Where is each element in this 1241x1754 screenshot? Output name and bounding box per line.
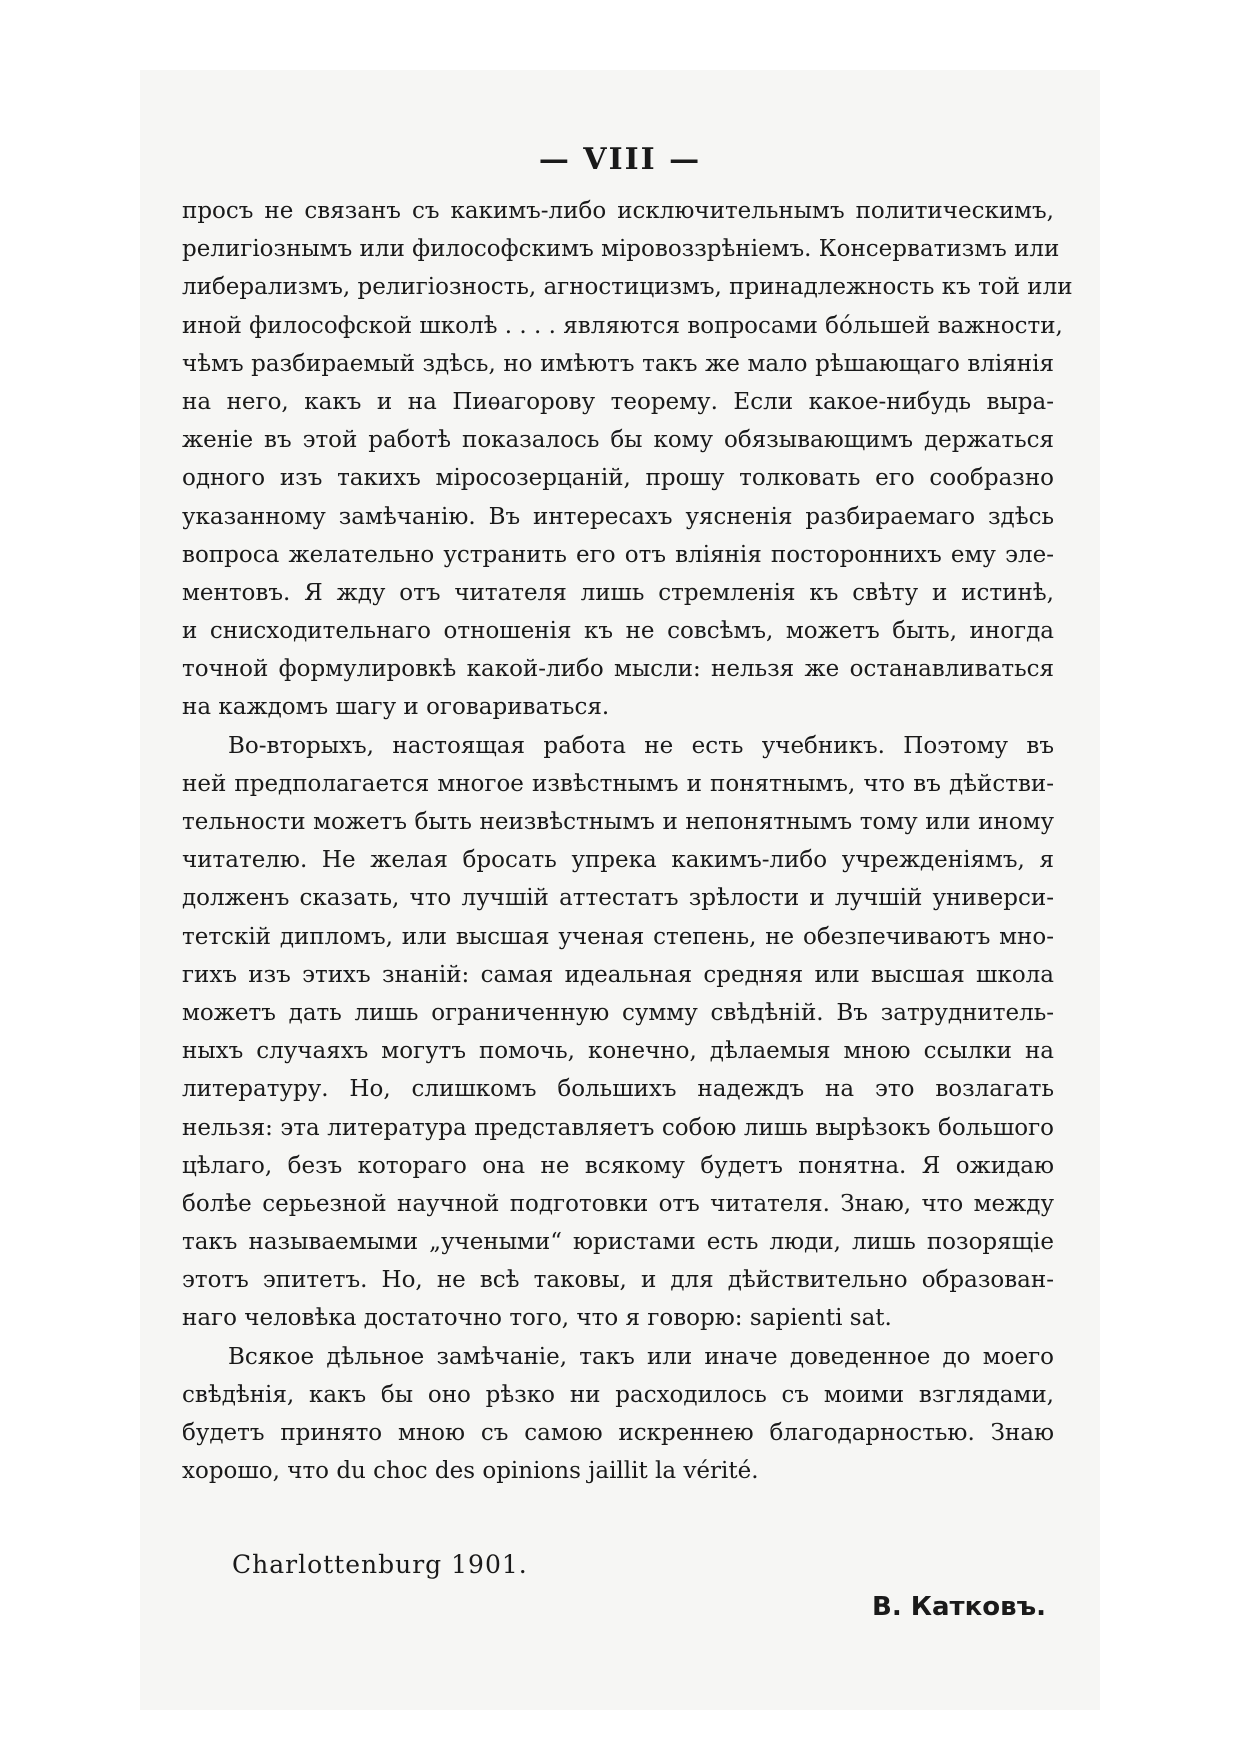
text-line: читателю. Не желая бросать упрека какимъ-либо учрежденіямъ, я (182, 847, 1054, 874)
text-line: этотъ эпитетъ. Но, не всѣ таковы, и для дѣйствительно образован- (182, 1267, 1054, 1294)
text-line: тетскій дипломъ, или высшая ученая степень, не обезпечиваютъ мно- (182, 923, 1054, 950)
text-line: нельзя: эта литература представляетъ собою лишь вырѣзокъ большого (182, 1114, 1054, 1141)
text-line: хорошо, что du choc des opinions jaillit la vérité. (182, 1458, 759, 1485)
text-line: цѣлаго, безъ котораго она не всякому будетъ понятна. Я ожидаю (182, 1152, 1054, 1179)
text-line: ныхъ случаяхъ могутъ помочь, конечно, дѣлаемыя мною ссылки на (182, 1038, 1054, 1065)
text-line: на него, какъ и на Пиѳагорову теорему. Если какое-нибудь выра- (182, 388, 1054, 415)
text-line: Всякое дѣльное замѣчаніе, такъ или иначе доведенное до моего (228, 1343, 1054, 1370)
text-line: будетъ принято мною съ самою искреннею благодарностью. Знаю (182, 1420, 1054, 1446)
text-line: наго человѣка достаточно того, что я говорю: sapienti sat. (182, 1305, 892, 1332)
text-line: вопроса желательно устранить его отъ вліянія постороннихъ ему эле- (182, 541, 1054, 568)
text-line: такъ называемыми „учеными“ юристами есть люди, лишь позорящіе (182, 1229, 1054, 1256)
text-line: тельности можетъ быть неизвѣстнымъ и непонятнымъ тому или иному (182, 809, 1054, 835)
text-line: точной формулировкѣ какой-либо мысли: нельзя же останавливаться (182, 656, 1054, 683)
text-line: свѣдѣнія, какъ бы оно рѣзко ни расходилось съ моими взглядами, (182, 1381, 1054, 1408)
text-line: можетъ дать лишь ограниченную сумму свѣдѣній. Въ затруднитель- (182, 999, 1054, 1026)
text-line: религіознымъ или философскимъ міровоззрѣніемъ. Консерватизмъ или (182, 236, 1060, 263)
text-line: Во-вторыхъ, настоящая работа не есть учебникъ. Поэтому въ (228, 732, 1054, 759)
text-line: просъ не связанъ съ какимъ-либо исключительнымъ политическимъ, (182, 198, 1054, 224)
text-line: болѣе серьезной научной подготовки отъ читателя. Знаю, что между (182, 1190, 1054, 1217)
text-line: литературу. Но, слишкомъ большихъ надеждъ на это возлагать (182, 1076, 1054, 1103)
text-line: чѣмъ разбираемый здѣсь, но имѣютъ такъ же мало рѣшающаго вліянія (182, 350, 1054, 377)
text-line: гихъ изъ этихъ знаній: самая идеальная средняя или высшая школа (182, 961, 1054, 988)
text-line: и снисходительнаго отношенія къ не совсѣмъ, можетъ быть, иногда (182, 618, 1054, 645)
place-date: Charlottenburg 1901. (232, 1550, 528, 1579)
text-line: ментовъ. Я жду отъ читателя лишь стремленія къ свѣту и истинѣ, (182, 579, 1054, 606)
body-text (182, 192, 1073, 1490)
author-signature: В. Катковъ. (872, 1592, 1046, 1622)
text-line: либерализмъ, религіозность, агностицизмъ, принадлежность къ той или (182, 274, 1073, 301)
text-line: указанному замѣчанію. Въ интересахъ уясненія разбираемаго здѣсь (182, 503, 1054, 530)
text-line: иной философской школѣ . . . . являются вопросами бóльшей важности, (182, 312, 1063, 339)
page-number: — VIII — (538, 142, 702, 177)
text-line: на каждомъ шагу и оговариваться. (182, 694, 610, 721)
text-line: долженъ сказать, что лучшій аттестатъ зрѣлости и лучшій универси- (182, 885, 1054, 912)
text-line: одного изъ такихъ міросозерцаній, прошу толковать его сообразно (182, 465, 1054, 492)
text-line: ней предполагается многое извѣстнымъ и понятнымъ, что въ дѣйстви- (182, 770, 1054, 797)
text-line: женіе въ этой работѣ показалось бы кому обязывающимъ держаться (182, 427, 1054, 454)
book-page (140, 70, 1100, 1710)
